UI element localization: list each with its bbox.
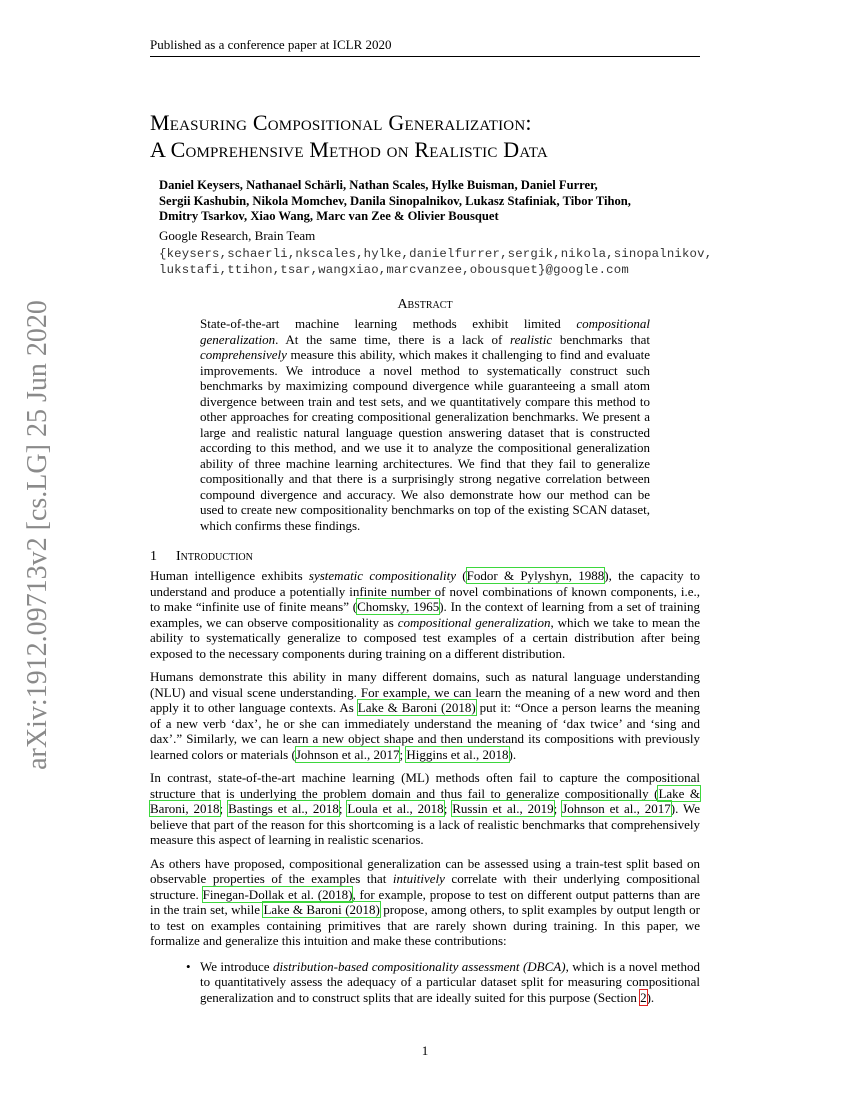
dataset-name: SCAN: [572, 502, 608, 517]
text-run: ;: [399, 746, 407, 762]
affiliation: Google Research, Brain Team: [159, 228, 316, 243]
author-emails: [159, 247, 719, 278]
emphasis: distribution-based compositionality assessment (DBCA): [272, 958, 566, 974]
paragraph: [150, 669, 700, 762]
section-title: Introduction: [176, 549, 253, 564]
text-run: ). In the context of learning from a set of training examples, we can observe compositionality as: [150, 599, 700, 630]
page-number: 1: [421, 1043, 429, 1058]
running-header: Published as a conference paper at ICLR 2020: [150, 37, 700, 57]
citation-link[interactable]: Lake & Baroni (2018): [357, 700, 476, 715]
citation-link[interactable]: Johnson et al., 2017: [295, 746, 400, 762]
title-line-2: A Comprehensive Method on Realistic Data: [150, 137, 548, 162]
text-run: , which is a novel method to quantitatively assess the adequacy of a particular dataset split for measuring compositional generalization and to construct splits that are ideally suited for this purpose (Section: [200, 958, 701, 1005]
text-run: ;: [219, 801, 229, 816]
title-line-1: Measuring Compositional Generalization:: [150, 110, 532, 135]
text-run: put it: “Once a person learns the meaning of a new verb ‘dax’, he or she can immediately understand the meaning of ‘dax twice’ and ‘sing and dax’.” Similarly, we can learn a new object shape and then understand its compositions with previously learned colors or materials (: [150, 700, 701, 762]
contribution-list: [150, 959, 700, 1006]
paragraph: [150, 770, 700, 848]
text-run: We introduce: [200, 958, 273, 974]
citation-link[interactable]: Lake & Baroni (2018): [263, 902, 380, 917]
text-run: , for example, propose to test on different output patterns than are in the train set, while: [150, 886, 701, 917]
author-line-2: Sergii Kashubin, Nikola Momchev, Danila Sinopalnikov, Lukasz Stafiniak, Tibor Tihon,: [159, 193, 631, 208]
text-run: measure this ability, which makes it challenging to find and evaluate improvements. We introduce a novel method to systematically construct such benchmarks by maximizing compound divergence while guaranteeing a small atom divergence between train and test sets, and we quantitatively compare this method to other approaches for creating compositional generalization benchmarks. We present a large and realistic natural language question answering dataset that is constructed according to this method, and we use it to analyze the compositional generalization ability of three machine learning architectures. We find that they fail to generalize compositionally and that there is a surprisingly strong negative correlation between compound divergence and accuracy. We also demonstrate how our method can be used to create new compositionality benchmarks on top of the existing: [200, 347, 650, 517]
text-run: ).: [646, 989, 655, 1005]
citation-link[interactable]: Johnson et al., 2017: [562, 801, 671, 816]
text-run: In contrast, state-of-the-art machine learning (ML) methods often fail to capture the compositional structure that is underlying the problem domain and thus fail to generalize compositionally (: [150, 770, 700, 801]
author-line-3: Dmitry Tsarkov, Xiao Wang, Marc van Zee & Olivier Bousquet: [159, 209, 499, 223]
text-run: (: [456, 568, 467, 583]
text-run: correlate with their underlying compositional structure.: [150, 871, 700, 902]
section-heading: [150, 549, 253, 565]
citation-link[interactable]: Bastings et al., 2018: [228, 801, 339, 816]
text-run: , which we take to mean the ability to systematically generalize to composed test examples of a certain distribution after being exposed to the necessary components during training on a different distribution.: [150, 614, 700, 661]
text-run: propose, among others, to split examples by output length or to test on examples containing primitives that are rarely shown during training. In this paper, we formalize and generalize this intuition and make these contributions:: [150, 902, 700, 948]
emphasis: compositional generalization: [200, 316, 650, 347]
emphasis: comprehensively: [200, 347, 287, 362]
text-run: Humans demonstrate this ability in many different domains, such as natural language understanding (NLU) and visual scene understanding. For example, we can learn the meaning of a new word and then apply it to other language contexts. As: [150, 669, 700, 715]
citation-link[interactable]: Chomsky, 1965: [357, 599, 440, 614]
section-number: 1: [150, 549, 157, 564]
abstract-heading: Abstract: [397, 297, 453, 312]
citation-link[interactable]: Finegan-Dollak et al. (2018): [202, 886, 353, 902]
text-run: ;: [338, 801, 348, 816]
email-line-1: {keysers,schaerli,nkscales,hylke,danielfurrer,sergik,nikola,sinopalnikov,: [159, 247, 713, 261]
citation-link[interactable]: Russin et al., 2019: [452, 801, 554, 816]
text-run: ). We believe that part of the reason for this shortcoming is a lack of realistic benchmarks that comprehensively measure this aspect of learning in realistic scenarios.: [150, 801, 700, 847]
list-item: [200, 959, 700, 1006]
citation-link[interactable]: Loula et al., 2018: [347, 801, 444, 816]
citation-link[interactable]: Lake & Baroni, 2018: [150, 785, 701, 816]
emphasis: realistic: [510, 331, 553, 347]
section-ref-link[interactable]: 2: [640, 989, 647, 1005]
text-run: Human intelligence exhibits: [150, 568, 309, 583]
text-run: ;: [443, 801, 453, 816]
text-run: dataset, which confirms these findings.: [200, 502, 650, 533]
text-run: . At the same time, there is a lack of: [275, 331, 511, 347]
emphasis: compositional generalization: [397, 614, 551, 630]
abstract-text: [200, 316, 650, 533]
author-line-1: Daniel Keysers, Nathanael Schärli, Nathan Scales, Hylke Buisman, Daniel Furrer,: [159, 178, 598, 192]
paragraph: [150, 568, 700, 661]
text-run: ;: [553, 801, 563, 816]
text-run: ), the capacity to understand and produce a potentially infinite number of novel combinations of known components, i.e., to make “infinite use of finite means” (: [150, 568, 700, 614]
text-run: benchmarks that: [552, 331, 650, 347]
text-run: As others have proposed, compositional generalization can be assessed using a train-test split based on observable properties of the examples that: [150, 855, 700, 886]
citation-link[interactable]: Fodor & Pylyshyn, 1988: [466, 568, 605, 583]
arxiv-stamp: arXiv:1912.09713v2 [cs.LG] 25 Jun 2020: [22, 300, 53, 770]
paragraph: [150, 856, 700, 949]
author-list: [159, 178, 719, 225]
introduction-body: [150, 568, 700, 1005]
text-run: ).: [508, 746, 517, 762]
emphasis: intuitively: [392, 871, 445, 886]
paper-title: [150, 109, 710, 163]
text-run: State-of-the-art machine learning methods exhibit limited: [200, 316, 577, 331]
email-line-2: lukstafi,ttihon,tsar,wangxiao,marcvanzee,obousquet}@google.com: [159, 262, 629, 277]
citation-link[interactable]: Higgins et al., 2018: [406, 746, 509, 762]
emphasis: systematic compositionality: [308, 568, 456, 583]
